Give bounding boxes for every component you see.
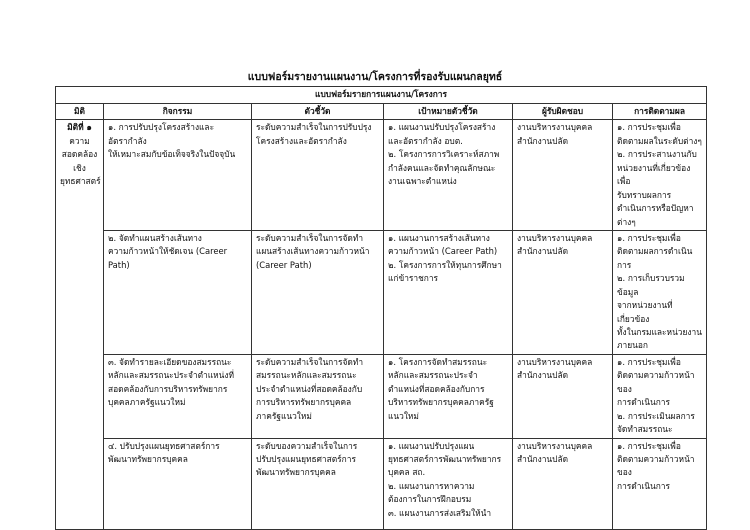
indicator-line: ภาครัฐแนวใหม่: [256, 410, 312, 421]
target-line: งานเฉพาะตำแหน่ง: [388, 176, 457, 187]
followup-line: ๑. การประชุมเพื่อ: [617, 356, 681, 367]
indicator-cell: [252, 230, 384, 354]
responsible-cell: [513, 438, 613, 529]
activity-line: บุคคลภาครัฐแนวใหม่: [108, 397, 186, 408]
responsible-line: งานบริหารงานบุคคล: [517, 440, 593, 451]
responsible-line: สำนักงานปลัด: [517, 135, 569, 146]
activity-line: ๓. จัดทำรายละเอียดของสมรรถนะ: [108, 356, 232, 367]
target-line: ๑. แผนงานปรับปรุงแผน: [388, 440, 475, 451]
indicator-line: พัฒนาทรัพยากรบุคคล: [256, 467, 336, 478]
activity-line: ให้เหมาะสมกับข้อเท็จจริงในปัจจุบัน: [108, 149, 236, 160]
indicator-cell: [252, 354, 384, 438]
target-line: ๒. แผนงานการหาความ: [388, 480, 475, 491]
dimension-line: เชิง: [73, 162, 86, 173]
target-line: กำลังคนและจัดทำคุณลักษณะ: [388, 162, 496, 173]
followup-line: ๒. การเก็บรวบรวมข้อมูล: [617, 273, 685, 297]
header-followup: การติดตามผล: [613, 104, 707, 120]
responsible-line: งานบริหารงานบุคคล: [517, 232, 593, 243]
activity-line: หลักและสมรรถนะประจำตำแหน่งที่: [108, 370, 234, 381]
followup-line: ติดตามความก้าวหน้าของ: [617, 453, 695, 478]
followup-line: ๑. การประชุมเพื่อ: [617, 122, 681, 133]
activity-line: ๔. ปรับปรุงแผนยุทธศาสตร์การ: [108, 440, 220, 451]
target-line: และอัตรากำลัง อบต.: [388, 135, 463, 146]
activity-line: สอดคล้องกับการบริหารทรัพยากร: [108, 383, 228, 394]
target-line: บุคคล สถ.: [388, 467, 426, 478]
indicator-line: ระดับความสำเร็จในการจัดทำ: [256, 356, 364, 367]
target-line: แนวใหม่: [388, 410, 419, 421]
target-cell: [384, 120, 513, 231]
activity-line: ความก้าวหน้าให้ชัดเจน (Career: [108, 246, 228, 257]
table-super-header-row: [56, 87, 707, 104]
followup-line: ทั้งในกรมและหน่วยงาน: [617, 327, 702, 337]
activity-line: ๒. จัดทำแผนสร้างเส้นทาง: [108, 232, 202, 243]
followup-line: ๑. การประชุมเพื่อ: [617, 440, 681, 451]
followup-line: จากหน่วยงานที่เกี่ยวข้อง: [617, 300, 673, 324]
indicator-line: (Career Path): [256, 259, 312, 270]
followup-cell: [613, 354, 707, 438]
responsible-line: งานบริหารงานบุคคล: [517, 122, 593, 133]
followup-line: ภายนอก: [617, 340, 648, 351]
target-cell: [384, 354, 513, 438]
indicator-line: สมรรถนะหลักและสมรรถนะ: [256, 370, 357, 381]
target-line: ยุทธศาสตร์การพัฒนาทรัพยากร: [388, 453, 502, 464]
target-line: ต้องการในการฝึกอบรม: [388, 494, 472, 505]
target-line: บริหารทรัพยากรบุคคลภาครัฐ: [388, 397, 494, 408]
activity-line: ๑. การปรับปรุงโครงสร้างและ: [108, 122, 215, 133]
table-row: [56, 120, 707, 231]
followup-line: ๒. การประสานงานกับ: [617, 149, 697, 160]
responsible-line: สำนักงานปลัด: [517, 453, 569, 464]
followup-line: การดำเนินการ: [617, 397, 670, 408]
indicator-cell: [252, 120, 384, 231]
indicator-line: ระดับความสำเร็จในการจัดทำ: [256, 232, 364, 243]
target-line: ๒. โครงการการวิเคราะห์สภาพ: [388, 149, 500, 160]
document-title: แบบฟอร์มรายงานแผนงาน/โครงการที่รองรับแผนกลยุทธ์: [247, 71, 503, 83]
activity-cell: [104, 438, 252, 529]
dimension-line: ความ: [69, 135, 90, 146]
dimension-line: สอดคล้อง: [61, 149, 98, 160]
responsible-cell: [513, 120, 613, 231]
target-line: ๒. โครงการการให้ทุนการศึกษา: [388, 259, 502, 270]
followup-line: ๒. การประเมินผลการ: [617, 410, 695, 421]
followup-line: ๑. การประชุมเพื่อ: [617, 232, 681, 243]
target-line: ตำแหน่งที่สอดคล้องกับการ: [388, 383, 485, 394]
table-row: [56, 230, 707, 354]
indicator-line: ระดับของความสำเร็จในการ: [256, 440, 358, 451]
indicator-line: ระดับความสำเร็จในการปรับปรุง: [256, 122, 372, 133]
plan-table: [55, 86, 707, 530]
followup-line: ต่างๆ: [617, 216, 636, 227]
header-indicator: ตัวชี้วัด: [252, 104, 384, 120]
target-line: ๓. แผนงานการส่งเสริมให้นำ: [388, 507, 492, 518]
activity-line: Path): [108, 259, 130, 270]
indicator-line: การบริหารทรัพยากรบุคคล: [256, 397, 352, 408]
followup-line: รับทราบผลการ: [617, 189, 672, 200]
target-cell: [384, 230, 513, 354]
target-line: ๑. โครงการจัดทำสมรรถนะ: [388, 356, 488, 367]
header-target: เป้าหมายตัวชี้วัด: [384, 104, 513, 120]
indicator-line: ปรับปรุงแผนยุทธศาสตร์การ: [256, 453, 356, 464]
followup-line: การดำเนินการ: [617, 480, 670, 491]
target-line: แก่ข้าราชการ: [388, 273, 439, 284]
target-line: หลักและสมรรถนะประจำ: [388, 370, 478, 381]
responsible-line: สำนักงานปลัด: [517, 246, 569, 257]
followup-line: ดำเนินการหรือปัญหา: [617, 203, 694, 214]
followup-line: ติดตามความก้าวหน้าของ: [617, 370, 695, 394]
followup-line: หน่วยงานที่เกี่ยวข้องเพื่อ: [617, 162, 691, 187]
responsible-cell: [513, 230, 613, 354]
responsible-line: งานบริหารงานบุคคล: [517, 356, 593, 367]
activity-cell: [104, 354, 252, 438]
followup-cell: [613, 120, 707, 231]
followup-line: ติดตามผลในระดับต่างๆ: [617, 135, 702, 146]
responsible-cell: [513, 354, 613, 438]
activity-line: อัตรากำลัง: [108, 135, 147, 146]
dimension-title: มิติที่ ๑: [67, 122, 92, 133]
indicator-line: โครงสร้างและอัตรากำลัง: [256, 135, 347, 146]
dimension-cell: [56, 120, 104, 529]
indicator-line: ประจำตำแหน่งที่สอดคล้องกับ: [256, 383, 363, 394]
followup-line: ติดตามผลการดำเนินการ: [617, 246, 693, 270]
target-line: ๑. แผนงานปรับปรุงโครงสร้าง: [388, 122, 496, 133]
dimension-line: ยุทธศาสตร์: [60, 176, 101, 187]
header-dimension: มิติ: [56, 104, 104, 120]
table-header-row: [56, 104, 707, 120]
header-responsible: ผู้รับผิดชอบ: [513, 104, 613, 120]
target-line: ความก้าวหน้า (Career Path): [388, 246, 498, 257]
indicator-line: แผนสร้างเส้นทางความก้าวหน้า: [256, 246, 370, 257]
activity-cell: [104, 230, 252, 354]
table-row: [56, 354, 707, 438]
activity-line: พัฒนาทรัพยากรบุคคล: [108, 453, 188, 464]
target-cell: [384, 438, 513, 529]
table-row: [56, 438, 707, 529]
activity-cell: [104, 120, 252, 231]
followup-cell: [613, 230, 707, 354]
followup-line: จัดทำสมรรถนะ: [617, 424, 673, 435]
target-line: ๑. แผนงานการสร้างเส้นทาง: [388, 232, 490, 243]
followup-cell: [613, 438, 707, 529]
responsible-line: สำนักงานปลัด: [517, 370, 569, 381]
table-title: แบบฟอร์มรายการแผนงาน/โครงการ: [56, 87, 707, 104]
header-activity: กิจกรรม: [104, 104, 252, 120]
indicator-cell: [252, 438, 384, 529]
